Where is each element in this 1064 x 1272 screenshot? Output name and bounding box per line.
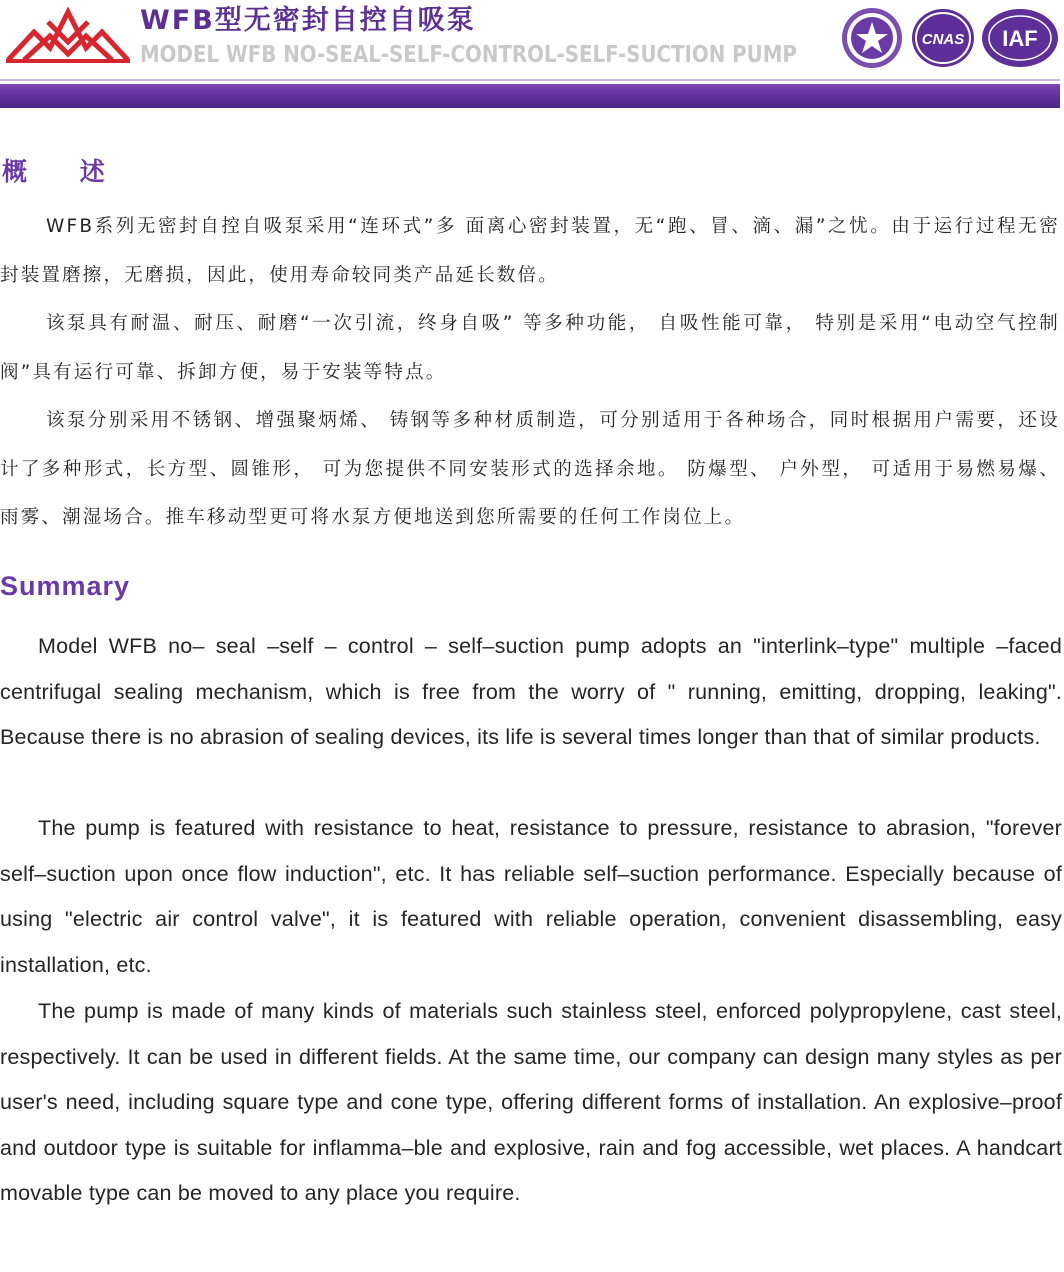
- page-header: [0, 0, 1064, 110]
- product-title-chinese: WFB型无密封自控自吸泵: [140, 5, 476, 36]
- product-title-english: MODEL WFB NO-SEAL-SELF-CONTROL-SELF-SUCTION PUMP: [140, 42, 797, 68]
- summary-paragraph-3: The pump is made of many kinds of materials such stainless steel, enforced polypropylene, cast steel, respectively. It can be used in different fields. At the same time, our company can design many styles as per user's need, including square type and cone type, offering different forms of installation. An explosive–proof and outdoor type is suitable for inflamma–ble and explosive, rain and fog accessible, wet places. A handcart movable type can be moved to any place you require.: [0, 999, 1062, 1206]
- iaf-badge-text: IAF: [1002, 26, 1038, 51]
- cnas-badge-text: CNAS: [921, 31, 965, 48]
- certification-seal-icon: [840, 6, 904, 70]
- company-logo-icon: [4, 2, 132, 66]
- header-rule: [0, 79, 1060, 81]
- overview-heading: 概 述: [2, 157, 127, 186]
- certification-badges: [840, 6, 1060, 70]
- overview-paragraph-3: 该泵分别采用不锈钢、增强聚炳烯、 铸钢等多种材质制造，可分别适用于各种场合，同时根据用户需要，还设计了多种形式，长方型、圆锥形， 可为您提供不同安装形式的选择余地。 防爆型、 户外型， 可适用于易燃易爆、雨雾、潮湿场合。推车移动型更可将水泵方便地送到您所需要的任何工作岗位上。: [0, 410, 1060, 528]
- summary-paragraph-2: The pump is featured with resistance to heat, resistance to pressure, resistance to abrasion, "forever self–suction upon once flow induction", etc. It has reliable self–suction performance. Especially because of using "electric air control valve", it is featured with reliable operation, convenient disassembling, easy installation, etc.: [0, 816, 1062, 977]
- overview-paragraph-1: WFB系列无密封自控自吸泵采用“连环式”多 面离心密封装置，无“跑、冒、滴、漏”之忧。由于运行过程无密封装置磨擦，无磨损，因此，使用寿命较同类产品延长数倍。: [0, 216, 1060, 286]
- summary-heading: Summary: [0, 571, 131, 601]
- iaf-badge-icon: [980, 6, 1060, 70]
- header-band: [0, 84, 1060, 108]
- cnas-badge-icon: [910, 6, 976, 70]
- overview-paragraph-2: 该泵具有耐温、耐压、耐磨“一次引流，终身自吸” 等多种功能， 自吸性能可靠， 特别是采用“电动空气控制阀”具有运行可靠、拆卸方便，易于安装等特点。: [0, 313, 1060, 383]
- summary-paragraph-1: Model WFB no– seal –self – control – self–suction pump adopts an "interlink–type" multiple –faced centrifugal sealing mechanism, which is free from the worry of " running, emitting, dropping, leaking". Because there is no abrasion of sealing devices, its life is several times longer than that of similar products.: [0, 634, 1062, 750]
